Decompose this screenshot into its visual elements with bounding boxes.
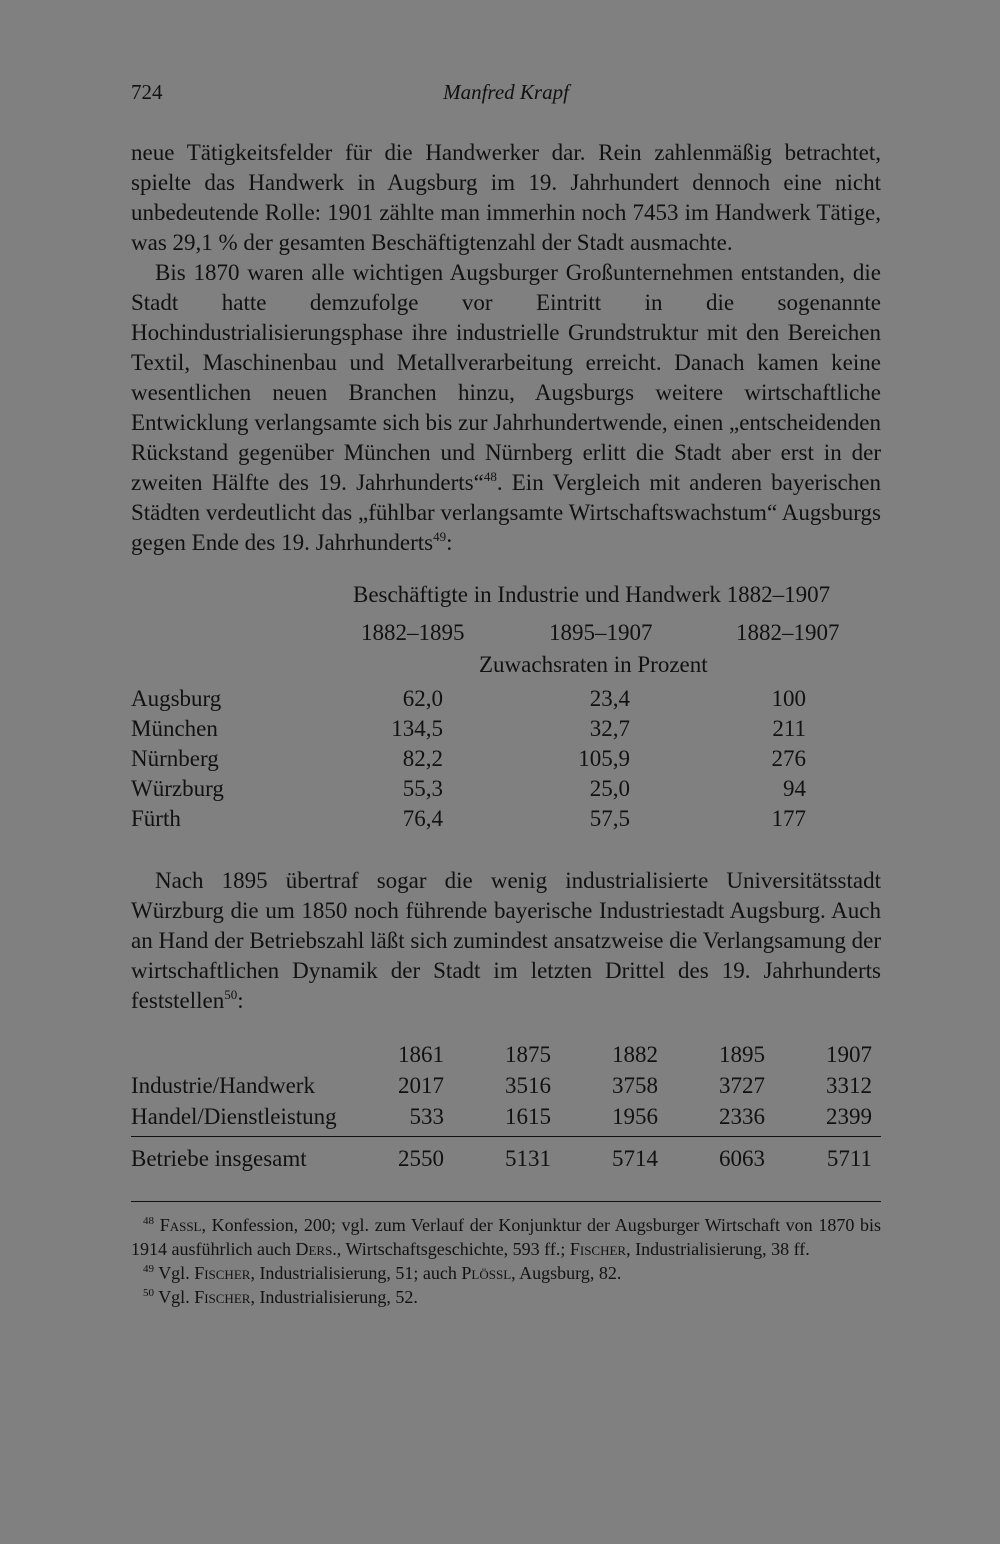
year-header: 1907 (826, 1042, 872, 1067)
cell: 1956 (612, 1104, 658, 1129)
cell: 177 (771, 806, 806, 831)
cell: 55,3 (402, 776, 443, 801)
cell: 211 (772, 716, 806, 741)
cell: 3312 (826, 1073, 872, 1098)
table-row (131, 1104, 881, 1135)
cell: 105,9 (578, 746, 630, 771)
cell: 32,7 (589, 716, 630, 741)
city-name: München (131, 716, 218, 741)
footnote-ref-50[interactable]: 50 (224, 987, 238, 1002)
year-header: 1861 (398, 1042, 444, 1067)
table-body (131, 686, 881, 836)
cell: 3727 (719, 1073, 765, 1098)
city-name: Fürth (131, 806, 181, 831)
row-label: Betriebe insgesamt (131, 1146, 307, 1171)
table-row (131, 1073, 881, 1104)
city-name: Würzburg (131, 776, 224, 801)
cell: 1615 (505, 1104, 551, 1129)
year-header: 1875 (505, 1042, 551, 1067)
table-total-row (131, 1146, 881, 1177)
cell: 57,5 (589, 806, 630, 831)
footnotes (131, 1213, 881, 1309)
table-row (131, 806, 881, 836)
footnote-divider (131, 1201, 881, 1202)
table-header-row (131, 1042, 881, 1073)
table-caption: Beschäftigte in Industrie und Handwerk 1882–1907 (353, 582, 831, 607)
page-number: 724 (131, 80, 163, 104)
table-row (131, 746, 881, 776)
footnote-48: $^{48}$ Fassl, Konfession, 200; vgl. zum Verlauf der Konjunktur der Augsburger Wirtschaft von 1870 bis 1914 ausführlich auch Ders., Wirtschaftsgeschichte, 593 ff.; Fischer, Industrialisierung, 38 ff. (131, 1215, 882, 1259)
cell: 76,4 (402, 806, 443, 831)
table-row (131, 716, 881, 746)
city-name: Nürnberg (131, 746, 219, 771)
cell: 5131 (505, 1146, 551, 1171)
paragraph-2: Bis 1870 waren alle wichtigen Augsburger Großunternehmen entstanden, die Stadt hatte demzufolge vor Eintritt in die sogenannte Hochindustrialisierungsphase ihre industrielle Grundstruktur mit den Bereichen Textil, Maschinenbau und Metallverarbeitung erreicht. Danach kamen keine wesentlichen neuen Branchen hinzu, Augsburgs weitere wirtschaftliche Entwicklung verlangsamte sich bis zur Jahrhundertwende, einen „entscheidenden Rückstand gegenüber München und Nürnberg erlitt die Stadt aber erst in der zweiten Hälfte des 19. Jahrhunderts“$^{48}$. Ein Vergleich mit anderen bayerischen Städten verdeutlicht das „fühlbar verlangsamte Wirtschaftswachstum“ Augsburgs gegen Ende des 19. Jahrhunderts$^{49}$: (131, 260, 881, 555)
cell: 23,4 (589, 686, 630, 711)
period-header: 1882–1907 (736, 620, 840, 645)
cell: 134,5 (391, 716, 443, 741)
cell: 94 (783, 776, 806, 801)
year-header: 1895 (719, 1042, 765, 1067)
footnote-ref-48[interactable]: 48 (483, 469, 497, 484)
footnote-50: $^{50}$ Vgl. Fischer, Industrialisierung, 52. (143, 1287, 418, 1307)
page-header (131, 80, 881, 110)
cell: 5714 (612, 1146, 658, 1171)
footnote-49: $^{49}$ Vgl. Fischer, Industrialisierung, 51; auch Plössl, Augsburg, 82. (143, 1263, 622, 1283)
cell: 6063 (719, 1146, 765, 1171)
cell: 533 (409, 1104, 444, 1129)
table-row (131, 686, 881, 716)
cell: 2550 (398, 1146, 444, 1171)
cell: 2336 (719, 1104, 765, 1129)
row-label: Handel/Dienstleistung (131, 1104, 337, 1129)
business-count-table (131, 1042, 881, 1171)
table-period-headers (131, 620, 881, 650)
cell: 2399 (826, 1104, 872, 1129)
cell: 62,0 (402, 686, 443, 711)
table-subheading: Zuwachsraten in Prozent (479, 652, 708, 677)
row-label: Industrie/Handwerk (131, 1073, 315, 1098)
city-name: Augsburg (131, 686, 222, 711)
cell: 25,0 (589, 776, 630, 801)
paragraph-3: Nach 1895 übertraf sogar die wenig industrialisierte Universitätsstadt Würzburg die um 1850 noch führende bayerische Industriestadt Augsburg. Auch an Hand der Betriebszahl läßt sich zumindest ansatzweise die Verlangsamung der wirtschaftlichen Dynamik der Stadt im letzten Drittel des 19. Jahrhunderts feststellen$^{50}$: (131, 868, 881, 1013)
cell: 2017 (398, 1073, 444, 1098)
period-header: 1895–1907 (549, 620, 653, 645)
cell: 276 (771, 746, 806, 771)
year-header: 1882 (612, 1042, 658, 1067)
running-head: Manfred Krapf (443, 80, 569, 104)
table-row (131, 776, 881, 806)
paragraph-1: neue Tätigkeitsfelder für die Handwerker dar. Rein zahlenmäßig betrachtet, spielte das Handwerk in Augsburg im 19. Jahrhundert dennoch eine nicht unbedeutende Rolle: 1901 zählte man immerhin noch 7453 im Handwerk Tätige, was 29,1 % der gesamten Beschäftigtenzahl der Stadt ausmachte. (131, 140, 881, 255)
period-header: 1882–1895 (361, 620, 465, 645)
footnote-ref-49[interactable]: 49 (433, 529, 447, 544)
cell: 5711 (826, 1146, 872, 1171)
cell: 3758 (612, 1073, 658, 1098)
cell: 82,2 (402, 746, 443, 771)
body-text (131, 138, 881, 558)
table-divider (131, 1136, 881, 1137)
cell: 100 (771, 686, 806, 711)
cell: 3516 (505, 1073, 551, 1098)
body-text-2 (131, 866, 881, 1016)
